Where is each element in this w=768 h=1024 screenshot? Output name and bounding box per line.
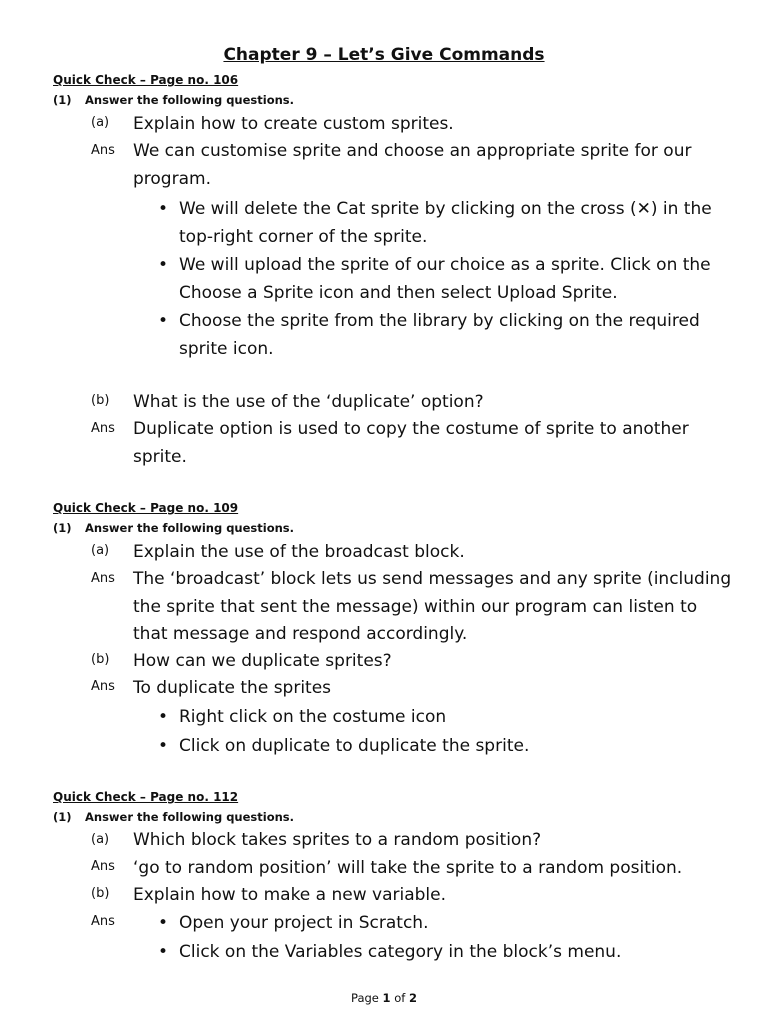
question-label: (b)	[91, 886, 110, 901]
question-text: Explain the use of the broadcast block.	[133, 542, 465, 562]
question-label: (b)	[91, 393, 110, 408]
list-item-text: Choose the sprite from the library by clicking on the required sprite icon.	[179, 311, 700, 359]
section-instruction	[53, 92, 294, 108]
question-label: (a)	[91, 115, 110, 130]
answer-label: Ans	[91, 859, 115, 874]
section-heading: Quick Check – Page no. 112	[53, 790, 239, 804]
section-instruction	[53, 520, 294, 536]
page-word: Page	[351, 991, 379, 1005]
answer-label: Ans	[91, 421, 115, 436]
answer-label: Ans	[91, 143, 115, 158]
instruction-number: (1)	[53, 810, 72, 824]
total-pages: 2	[408, 991, 417, 1005]
bullet-icon: •	[158, 736, 169, 756]
answer-text: Duplicate option is used to copy the costume of sprite to another sprite.	[133, 419, 689, 467]
answer-label: Ans	[91, 679, 115, 694]
list-item-text: Click on the Variables category in the block’s menu.	[179, 942, 622, 962]
cross-icon: ✕	[636, 199, 651, 219]
list-item-text: Right click on the costume icon	[179, 707, 447, 727]
instruction-text: Answer the following questions.	[85, 810, 294, 824]
list-item	[158, 732, 733, 760]
section-heading: Quick Check – Page no. 106	[53, 73, 239, 87]
page-footer	[0, 990, 768, 1006]
question-text: Which block takes sprites to a random position?	[133, 830, 542, 850]
list-item-text: Click on duplicate to duplicate the sprite.	[179, 736, 530, 756]
instruction-number: (1)	[53, 93, 72, 107]
question-label: (a)	[91, 543, 110, 558]
instruction-number: (1)	[53, 521, 72, 535]
answer-label: Ans	[91, 914, 115, 929]
question-text: Explain how to create custom sprites.	[133, 114, 454, 134]
list-item-text: We will delete the Cat sprite by clicking on the cross (✕) in the top-right corner of the sprite.	[179, 199, 712, 247]
answer-text: The ‘broadcast’ block lets us send messages and any sprite (including the sprite that sent the message) within our program can listen to that message and respond accordingly.	[133, 569, 732, 644]
question-text: What is the use of the ‘duplicate’ option?	[133, 392, 484, 412]
question-text: How can we duplicate sprites?	[133, 651, 392, 671]
list-item	[158, 307, 733, 363]
bullet-icon: •	[158, 255, 169, 275]
current-page: 1	[382, 991, 391, 1005]
answer-text: To duplicate the sprites	[133, 678, 332, 698]
list-item	[158, 703, 733, 731]
list-item-text: We will upload the sprite of our choice as a sprite. Click on the Choose a Sprite icon and then select Upload Sprite.	[179, 255, 711, 303]
instruction-text: Answer the following questions.	[85, 93, 294, 107]
list-item	[158, 938, 733, 966]
bullet-icon: •	[158, 199, 169, 219]
list-item-text: Open your project in Scratch.	[179, 913, 429, 933]
bullet-icon: •	[158, 913, 169, 933]
section-instruction	[53, 809, 294, 825]
section-heading: Quick Check – Page no. 109	[53, 501, 239, 515]
bullet-icon: •	[158, 311, 169, 331]
question-text: Explain how to make a new variable.	[133, 885, 447, 905]
question-label: (a)	[91, 832, 110, 847]
page-title: Chapter 9 – Let’s Give Commands	[223, 45, 545, 65]
bullet-icon: •	[158, 707, 169, 727]
answer-label: Ans	[91, 571, 115, 586]
list-item	[158, 909, 733, 937]
question-label: (b)	[91, 652, 110, 667]
answer-text: ‘go to random position’ will take the sprite to a random position.	[133, 858, 683, 878]
instruction-text: Answer the following questions.	[85, 521, 294, 535]
of-word: of	[394, 991, 406, 1005]
bullet-icon: •	[158, 942, 169, 962]
list-item	[158, 195, 733, 251]
list-item	[158, 251, 733, 307]
answer-text: We can customise sprite and choose an appropriate sprite for our program.	[133, 141, 692, 189]
